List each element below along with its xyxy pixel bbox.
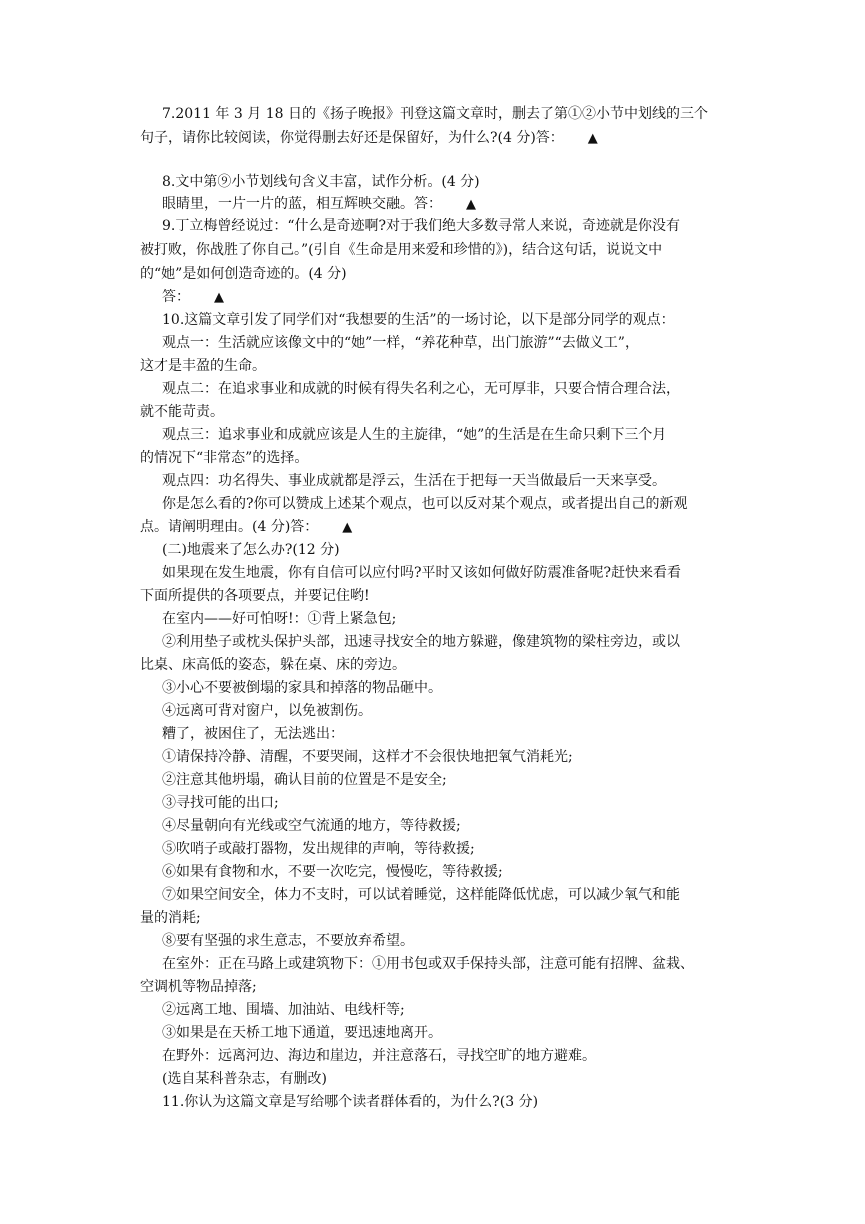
- indoor-item-2-line-2: [140, 655, 740, 675]
- viewpoint-3-line-1: [162, 425, 740, 445]
- outdoor-heading-line-2: [140, 977, 740, 997]
- wild-heading: [162, 1046, 740, 1066]
- question-9-line-2: [140, 240, 740, 260]
- text-line: 的“她”是如何创造奇迹的。(4 分): [140, 266, 347, 282]
- text-line: 这才是丰盈的生命。: [140, 358, 266, 374]
- outdoor-heading-line-1: [162, 954, 740, 974]
- text-line: ⑧要有坚强的求生意志，不要放弃希望。: [162, 933, 414, 949]
- text-line: ③小心不要被倒塌的家具和掉落的物品砸中。: [162, 680, 442, 696]
- question-11: [162, 1092, 740, 1112]
- text-line: 糟了，被困住了，无法逃出：: [162, 726, 344, 742]
- trapped-item-8: [162, 931, 740, 951]
- outdoor-item-3: [162, 1023, 740, 1043]
- text-line: ③寻找可能的出口;: [162, 795, 279, 811]
- question-8: [162, 172, 740, 192]
- text-line: 点。请阐明理由。(4 分)答：: [140, 519, 319, 535]
- question-10-prompt-line-2: [140, 517, 740, 537]
- text-line: 你是怎么看的?你可以赞成上述某个观点，也可以反对某个观点，或者提出自己的新观: [162, 496, 688, 512]
- text-line: ①请保持冷静、清醒，不要哭闹，这样才不会很快地把氧气消耗光;: [162, 749, 573, 765]
- text-line: 9.丁立梅曾经说过：“什么是奇迹啊?对于我们绝大多数寻常人来说，奇迹就是你没有: [162, 218, 681, 234]
- trapped-item-1: [162, 747, 740, 767]
- trapped-item-4: [162, 816, 740, 836]
- text-line: 观点三：追求事业和成就应该是人生的主旋律，“她”的生活是在生命只剩下三个月: [162, 427, 667, 443]
- trapped-item-7-line-1: [162, 885, 740, 905]
- text-line: 10.这篇文章引发了同学们对“我想要的生活”的一场讨论，以下是部分同学的观点：: [162, 312, 675, 328]
- answer-marker-icon: ▲: [214, 290, 224, 305]
- intro-line-2: [140, 586, 740, 606]
- text-line: ⑤吹哨子或敲打器物，发出规律的声响，等待救援;: [162, 841, 475, 857]
- text-line: 8.文中第⑨小节划线句含义丰富，试作分析。(4 分): [162, 174, 480, 190]
- outdoor-item-2: [162, 1000, 740, 1020]
- text-line: ⑥如果有食物和水，不要一次吃完，慢慢吃，等待救援;: [162, 864, 503, 880]
- text-line: 空调机等物品掉落;: [140, 979, 257, 995]
- question-9-line-3: [140, 264, 740, 284]
- trapped-item-7-line-2: [140, 908, 740, 928]
- text-line: ④尽量朝向有光线或空气流通的地方，等待救援;: [162, 818, 461, 834]
- indoor-item-2-line-1: [162, 632, 740, 652]
- text-line: 下面所提供的各项要点，并要记住哟!: [140, 588, 370, 604]
- text-line: 观点二：在追求事业和成就的时候有得失名利之心，无可厚非，只要合情合理合法，: [162, 381, 680, 397]
- text-line: 在野外：远离河边、海边和崖边，并注意落石，寻找空旷的地方避难。: [162, 1048, 596, 1064]
- text-line: 11.你认为这篇文章是写给哪个读者群体看的，为什么?(3 分): [162, 1094, 539, 1110]
- question-9-line-1: [162, 216, 740, 236]
- viewpoint-1-line-2: [140, 356, 740, 376]
- text-line: (选自某科普杂志，有删改): [162, 1071, 327, 1087]
- trapped-item-5: [162, 839, 740, 859]
- question-7-line-2: [140, 128, 740, 148]
- viewpoint-1-line-1: [162, 333, 740, 353]
- question-8-quote: [162, 194, 740, 214]
- text-line: 比桌、床高低的姿态，躲在桌、床的旁边。: [140, 657, 406, 673]
- trapped-heading: [162, 724, 740, 744]
- text-line: 眼睛里，一片一片的蓝，相互辉映交融。答：: [162, 196, 442, 212]
- text-line: ⑦如果空间安全，体力不支时，可以试着睡觉，这样能降低忧虑，可以减少氧气和能: [162, 887, 680, 903]
- text-line: 量的消耗;: [140, 910, 201, 926]
- question-10-prompt-line-1: [162, 494, 740, 514]
- viewpoint-2-line-1: [162, 379, 740, 399]
- answer-marker-icon: ▲: [342, 520, 353, 535]
- indoor-item-3: [162, 678, 740, 698]
- text-line: ③如果是在天桥工地下通道，要迅速地离开。: [162, 1025, 442, 1041]
- text-line: ②远离工地、围墙、加油站、电线杆等;: [162, 1002, 405, 1018]
- intro-line-1: [162, 563, 740, 583]
- text-line: (二)地震来了怎么办?(12 分): [162, 542, 340, 558]
- section-2-heading: [162, 540, 740, 560]
- viewpoint-3-line-2: [140, 448, 740, 468]
- answer-marker-icon: ▲: [587, 131, 598, 146]
- viewpoint-2-line-2: [140, 402, 740, 422]
- trapped-item-6: [162, 862, 740, 882]
- text-line: 观点四：功名得失、事业成就都是浮云，生活在于把每一天当做最后一天来享受。: [162, 473, 666, 489]
- text-line: 在室外：正在马路上或建筑物下：①用书包或双手保持头部，注意可能有招牌、盆栽、: [162, 956, 694, 972]
- text-line: 如果现在发生地震，你有自信可以应付吗?平时又该如何做好防震准备呢?赶快来看看: [162, 565, 682, 581]
- trapped-item-3: [162, 793, 740, 813]
- text-line: 7.2011 年 3 月 18 日的《扬子晚报》刊登这篇文章时，删去了第①②小节中划线的三个: [162, 106, 708, 122]
- indoor-item-4: [162, 701, 740, 721]
- question-10-line-1: [162, 310, 740, 330]
- indoor-heading: [162, 609, 740, 629]
- text-line: ④远离可背对窗户，以免被割伤。: [162, 703, 372, 719]
- text-line: ②利用垫子或枕头保护头部，迅速寻找安全的地方躲避，像建筑物的梁柱旁边，或以: [162, 634, 680, 650]
- text-line: 就不能苛责。: [140, 404, 224, 420]
- question-7-line-1: [162, 104, 740, 124]
- text-line: 观点一：生活就应该像文中的“她”一样，“养花种草，出门旅游”“去做义工”，: [162, 335, 639, 351]
- source-note: [162, 1069, 740, 1089]
- answer-marker-icon: ▲: [466, 197, 476, 212]
- text-line: 被打败，你战胜了你自己。”(引自《生命是用来爱和珍惜的》)，结合这句话，说说文中: [140, 242, 663, 258]
- question-9-answer: [162, 287, 740, 307]
- text-line: 句子，请你比较阅读，你觉得删去好还是保留好，为什么?(4 分)答：: [140, 130, 564, 146]
- text-line: 答：: [162, 289, 190, 305]
- text-line: 的情况下“非常态”的选择。: [140, 450, 309, 466]
- text-line: ②注意其他坍塌，确认目前的位置是不是安全;: [162, 772, 447, 788]
- trapped-item-2: [162, 770, 740, 790]
- text-line: 在室内——好可怕呀!：①背上紧急包;: [162, 611, 397, 627]
- viewpoint-4: [162, 471, 740, 491]
